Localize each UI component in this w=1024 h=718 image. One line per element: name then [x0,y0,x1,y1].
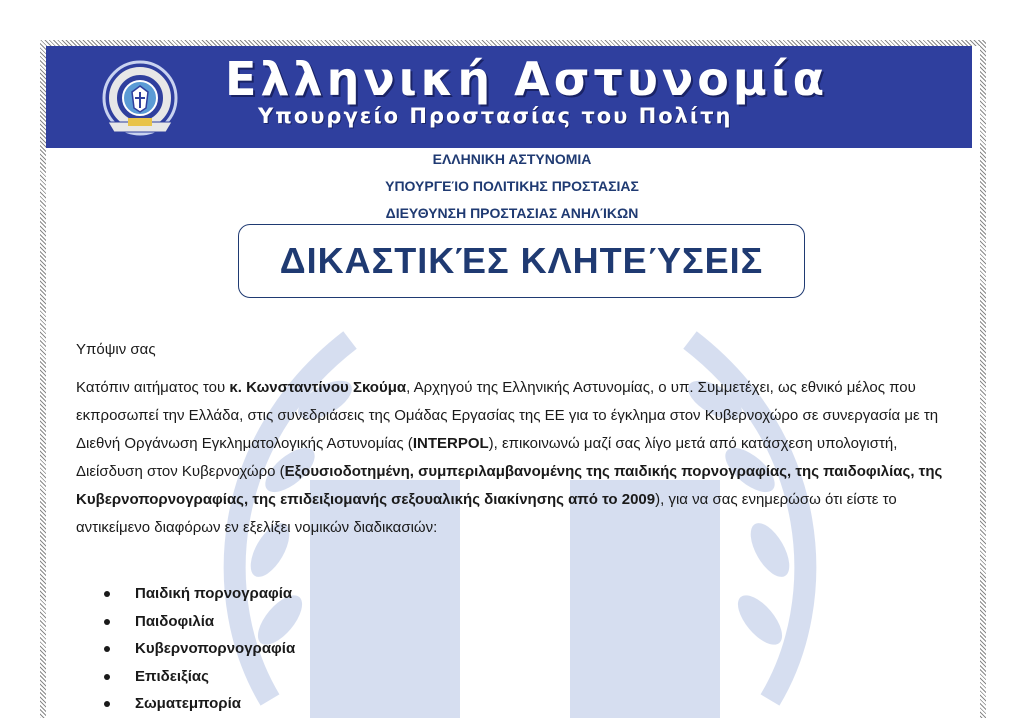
offense-label: Σωματεμπορία [135,695,241,712]
bullet-icon [104,591,110,597]
heading-line-police: ΕΛΛΗΝΙΚΗ ΑΣΤΥΝΟΜΙΑ [432,151,592,167]
bullet-icon [104,701,110,707]
offense-list [100,580,295,718]
offense-label: Επιδειξίας [135,667,209,685]
banner-title: Ελληνική Αστυνομία [225,52,829,106]
banner-subtitle: Υπουργείο Προστασίας του Πολίτη [258,104,733,128]
paragraph-run: , Αρχηγού της Ελληνικής Αστυνομίας, ο υπ. Συμμετέχει, ως εθνικό μέλος που εκπροσωπεί την Ελλάδα, στις συνεδριάσεις της Ομάδας Εργασίας της ΕΕ για το έγκλημα στον Κυβερνοχώρο σε συνεργασία με τη Διεθνή Οργάνωση Εγκληματολογικής Αστυνομίας ( [76,379,939,452]
offense-list-item [100,580,295,608]
paragraph-run: ), για να σας ενημερώσω ότι είστε το αντικείμενο διαφόρων εν εξελίξει νομικών διαδικασιών: [76,491,897,536]
offense-label: Κυβερνοπορνογραφία [135,640,296,657]
heading-line-directorate: ΔΙΕΥΘΥΝΣΗ ΠΡΟΣΤΑΣΙΑΣ ΑΝΗΛΊΚΩΝ [385,205,639,221]
offense-list-item [100,608,295,636]
greeting: Υπόψιν σας [76,341,156,358]
offense-list-item [100,663,295,691]
offense-label: Παιδοφιλία [135,612,215,630]
document-title: ΔΙΚΑΣΤΙΚΈΣ ΚΛΗΤΕΎΣΕΙΣ [279,240,764,281]
paragraph-bold-run: INTERPOL [412,435,489,452]
body-paragraph [76,374,956,542]
paragraph-run: Κατόπιν αιτήματος του [76,379,230,396]
paragraph-bold-run: κ. Κωνσταντίνου Σκούμα [229,379,407,396]
bullet-icon [104,619,110,625]
police-emblem-icon [78,56,202,136]
bullet-icon [104,674,110,680]
paragraph-bold-run: Εξουσιοδοτημένη, συμπεριλαμβανομένης της παιδικής πορνογραφίας, της παιδοφιλίας, της Κυβερνοπορνογραφίας, της επιδειξιομανής σεξουαλικής διακίνησης από το 2009 [76,463,943,508]
offense-list-item [100,690,295,718]
offense-list-item [100,635,295,663]
bullet-icon [104,646,110,652]
heading-line-ministry: ΥΠΟΥΡΓΕΊΟ ΠΟΛΙΤΙΚΗΣ ΠΡΟΣΤΑΣΙΑΣ [385,178,639,194]
document-title-box [238,224,805,298]
paragraph-run: ), επικοινωνώ μαζί σας λίγο μετά από κατάσχεση υπολογιστή, Διείσδυση στον Κυβερνοχώρο ( [76,435,898,480]
offense-label: Παιδική πορνογραφία [135,585,293,602]
